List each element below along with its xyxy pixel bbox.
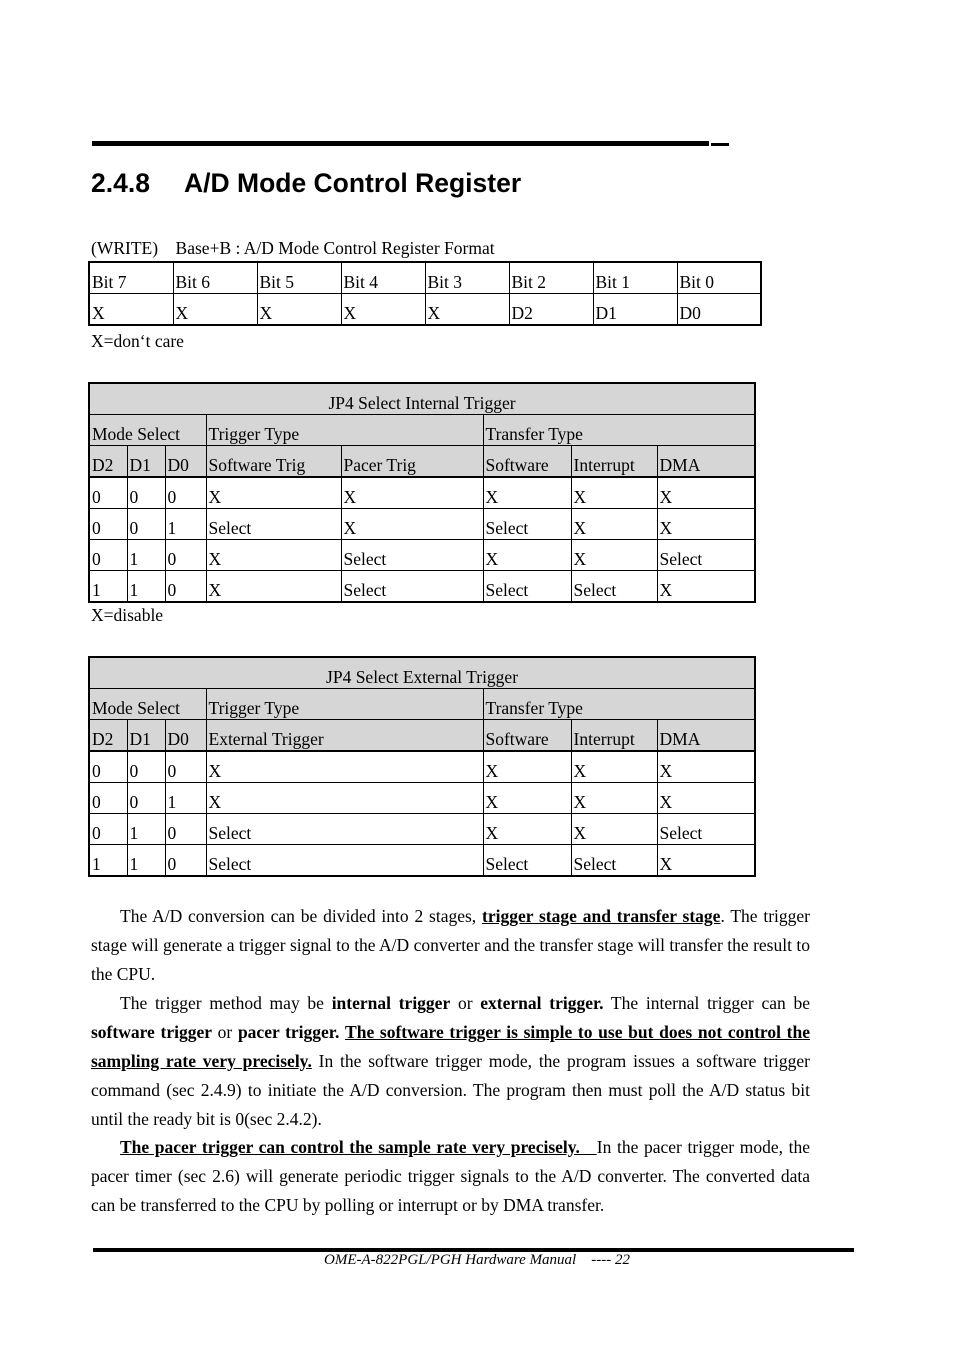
emphasis-text: pacer trigger. <box>237 1022 340 1042</box>
table-cell: 1 <box>165 783 206 814</box>
table-cell: 1 <box>165 509 206 540</box>
bit-header: Bit 3 <box>425 262 509 294</box>
column-header: D2 <box>89 446 127 478</box>
column-header: Interrupt <box>571 720 657 752</box>
bit-header: Bit 6 <box>173 262 257 294</box>
emphasis-text: software trigger <box>91 1022 212 1042</box>
internal-trigger-note: X=disable <box>91 605 164 625</box>
column-header: DMA <box>657 446 755 478</box>
external-column-row <box>89 720 755 752</box>
table-cell: X <box>206 571 341 603</box>
emphasis-text: The pacer trigger can control the sample rate very precisely. <box>120 1137 597 1157</box>
bit-value: X <box>341 294 425 326</box>
column-header: D2 <box>89 720 127 752</box>
emphasis-text: trigger stage and transfer stage <box>482 906 721 926</box>
table-cell: Select <box>657 814 755 845</box>
table-row <box>89 540 755 571</box>
paragraph-text: or <box>450 993 481 1013</box>
table-cell: X <box>341 477 483 509</box>
column-header: Software <box>483 720 571 752</box>
table-cell: X <box>571 509 657 540</box>
emphasis-text: external trigger. <box>480 993 604 1013</box>
paragraph-text: In the software trigger mode, the program issues a software trigger command (sec 2.4.9) to initiate the A/D conversion. The program then must poll the A/D status bit until the ready bit is 0(sec 2.4.2). <box>91 1051 811 1129</box>
table-cell: X <box>206 783 483 814</box>
transfer-type-header: Transfer Type <box>483 415 755 446</box>
section-title: A/D Mode Control Register <box>184 168 522 198</box>
table-row <box>89 477 755 509</box>
table-cell: Select <box>206 845 483 877</box>
table-row <box>89 845 755 877</box>
table-cell: X <box>657 751 755 783</box>
paragraph-pacer-trigger <box>91 1133 810 1220</box>
page-number: ---- 22 <box>591 1252 630 1268</box>
table-cell: 0 <box>127 751 165 783</box>
table-cell: Select <box>206 814 483 845</box>
mode-select-header: Mode Select <box>89 415 206 446</box>
internal-column-row <box>89 446 755 478</box>
table-cell: 0 <box>165 540 206 571</box>
table-cell: Select <box>341 571 483 603</box>
register-format-table <box>88 261 762 326</box>
table-cell: 0 <box>89 540 127 571</box>
column-header: Interrupt <box>571 446 657 478</box>
register-caption: (WRITE) Base+B : A/D Mode Control Register Format <box>91 238 495 258</box>
table-cell: X <box>483 814 571 845</box>
table-cell: Select <box>206 509 341 540</box>
external-trigger-table <box>88 656 756 877</box>
internal-title-row <box>89 383 755 415</box>
bit-header: Bit 2 <box>509 262 593 294</box>
top-rule <box>92 141 709 146</box>
bit-value: D2 <box>509 294 593 326</box>
paragraph-text: or <box>212 1022 238 1042</box>
column-header: D1 <box>127 446 165 478</box>
table-cell: Select <box>483 509 571 540</box>
bit-header: Bit 1 <box>593 262 677 294</box>
table-cell: 0 <box>165 751 206 783</box>
internal-trigger-title: JP4 Select Internal Trigger <box>89 383 755 415</box>
paragraph-trigger-method <box>91 989 810 1134</box>
table-cell: X <box>206 751 483 783</box>
table-cell: 0 <box>127 509 165 540</box>
table-cell: X <box>483 751 571 783</box>
register-header-row <box>89 262 761 294</box>
table-cell: X <box>657 509 755 540</box>
table-cell: 1 <box>127 571 165 603</box>
bit-value: X <box>257 294 341 326</box>
column-header: D1 <box>127 720 165 752</box>
section-heading <box>91 168 521 199</box>
page-footer <box>0 1252 954 1269</box>
bit-value: X <box>89 294 173 326</box>
table-cell: 1 <box>89 571 127 603</box>
table-cell: Select <box>483 845 571 877</box>
paragraph-text: The internal trigger can be <box>603 993 810 1013</box>
table-row <box>89 751 755 783</box>
bit-header: Bit 7 <box>89 262 173 294</box>
top-rule-tail <box>711 143 729 146</box>
table-cell: 1 <box>127 845 165 877</box>
column-header: External Trigger <box>206 720 483 752</box>
table-cell: Select <box>571 571 657 603</box>
emphasis-text: The software trigger is simple to use but does not control the sampling rate very precisely. <box>91 1022 810 1071</box>
bit-header: Bit 5 <box>257 262 341 294</box>
paragraph-stages <box>91 902 810 989</box>
table-cell: 0 <box>165 477 206 509</box>
bit-value: X <box>425 294 509 326</box>
trigger-type-header: Trigger Type <box>206 415 483 446</box>
table-cell: X <box>657 783 755 814</box>
table-cell: 0 <box>89 814 127 845</box>
internal-trigger-table <box>88 382 756 603</box>
table-cell: X <box>483 783 571 814</box>
table-cell: X <box>571 814 657 845</box>
table-cell: X <box>571 783 657 814</box>
table-cell: X <box>483 477 571 509</box>
paragraph-text: The A/D conversion can be divided into 2 stages, <box>120 906 482 926</box>
table-row <box>89 571 755 603</box>
table-row <box>89 509 755 540</box>
table-cell: X <box>657 571 755 603</box>
column-header: D0 <box>165 446 206 478</box>
table-cell: X <box>657 477 755 509</box>
paragraph-text: . The trigger stage will generate a trigger signal to the A/D converter and the transfer stage will transfer the result to the CPU. <box>91 906 810 984</box>
table-cell: Select <box>483 571 571 603</box>
table-cell: 0 <box>165 571 206 603</box>
paragraph-text: In the pacer trigger mode, the pacer timer (sec 2.6) will generate periodic trigger signals to the A/D converter. The converted data can be transferred to the CPU by polling or interrupt or by DMA transfer. <box>91 1137 810 1215</box>
table-cell: 0 <box>127 783 165 814</box>
trigger-type-header: Trigger Type <box>206 689 483 720</box>
register-value-row <box>89 294 761 326</box>
table-cell: X <box>571 540 657 571</box>
external-title-row <box>89 657 755 689</box>
emphasis-text: internal trigger <box>331 993 451 1013</box>
column-header: DMA <box>657 720 755 752</box>
manual-title: OME-A-822PGL/PGH Hardware Manual <box>324 1252 577 1268</box>
table-cell: 0 <box>89 751 127 783</box>
bit-value: D1 <box>593 294 677 326</box>
register-note: X=don‘t care <box>91 331 184 351</box>
transfer-type-header: Transfer Type <box>483 689 755 720</box>
table-cell: X <box>571 477 657 509</box>
mode-select-header: Mode Select <box>89 689 206 720</box>
table-cell: X <box>657 845 755 877</box>
table-cell: Select <box>341 540 483 571</box>
table-cell: 1 <box>89 845 127 877</box>
column-header: Software Trig <box>206 446 341 478</box>
table-row <box>89 783 755 814</box>
column-header: D0 <box>165 720 206 752</box>
table-cell: Select <box>571 845 657 877</box>
table-cell: X <box>206 540 341 571</box>
table-cell: 0 <box>127 477 165 509</box>
table-cell: 0 <box>165 845 206 877</box>
bit-value: X <box>173 294 257 326</box>
table-cell: X <box>206 477 341 509</box>
paragraph-text: The trigger method may be <box>120 993 332 1013</box>
section-number: 2.4.8 <box>91 168 150 198</box>
bit-value: D0 <box>677 294 761 326</box>
table-cell: 0 <box>89 509 127 540</box>
table-cell: 1 <box>127 540 165 571</box>
table-cell: X <box>483 540 571 571</box>
internal-group-row <box>89 415 755 446</box>
table-cell: X <box>571 751 657 783</box>
column-header: Software <box>483 446 571 478</box>
table-cell: X <box>341 509 483 540</box>
table-cell: 0 <box>89 783 127 814</box>
table-cell: 0 <box>89 477 127 509</box>
bit-header: Bit 0 <box>677 262 761 294</box>
table-cell: 0 <box>165 814 206 845</box>
table-row <box>89 814 755 845</box>
table-cell: Select <box>657 540 755 571</box>
external-group-row <box>89 689 755 720</box>
table-cell: 1 <box>127 814 165 845</box>
column-header: Pacer Trig <box>341 446 483 478</box>
external-trigger-title: JP4 Select External Trigger <box>89 657 755 689</box>
bit-header: Bit 4 <box>341 262 425 294</box>
